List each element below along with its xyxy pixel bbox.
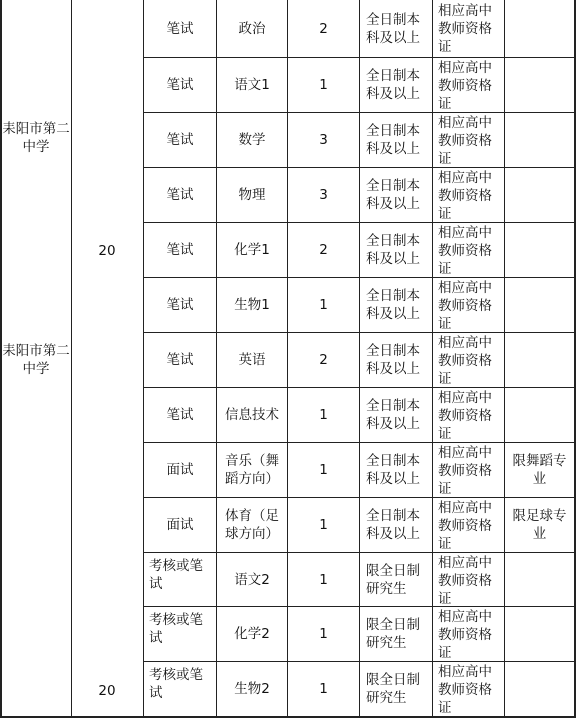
cell-method — [144, 443, 216, 497]
cell-subject-text: 化学1 — [234, 242, 270, 258]
cell-num-text: 1 — [319, 407, 328, 423]
cell-num — [288, 1, 359, 57]
cell-cert — [433, 278, 504, 332]
cell-subject — [217, 113, 287, 167]
cell-edu — [360, 168, 432, 222]
cell-num-text: 3 — [319, 187, 328, 203]
cell-note — [505, 607, 574, 661]
cell-num-text: 1 — [319, 77, 328, 93]
cell-method-text: 笔试 — [166, 297, 194, 313]
cell-cert-text: 相应高中教师资格证 — [438, 280, 492, 332]
cell-subject — [217, 443, 287, 497]
cell-cert-text: 相应高中教师资格证 — [438, 60, 492, 112]
cell-note — [505, 662, 574, 716]
cell-edu-text: 全日制本科及以上 — [366, 68, 420, 102]
cell-method-text: 考核或笔试 — [149, 558, 203, 592]
cell-method-text: 考核或笔试 — [149, 612, 203, 646]
cell-cert-text: 相应高中教师资格证 — [438, 445, 492, 497]
cell-method — [144, 498, 216, 552]
cell-method — [144, 58, 216, 112]
cell-subject-text: 语文1 — [234, 77, 270, 93]
cell-num — [288, 388, 359, 442]
cell-num-text: 1 — [319, 517, 328, 533]
cell-num-text: 2 — [319, 352, 328, 368]
cell-method-text: 笔试 — [166, 407, 194, 423]
cell-subject-text: 政治 — [238, 21, 266, 37]
cell-cert-text: 相应高中教师资格证 — [438, 3, 492, 55]
cell-cert-text: 相应高中教师资格证 — [438, 335, 492, 387]
cell-note-text: 限舞蹈专业 — [512, 453, 567, 487]
total-count-bottom-text: 20 — [98, 683, 116, 699]
cell-edu-text: 限全日制研究生 — [366, 562, 420, 597]
cell-note-text: 限足球专业 — [512, 508, 567, 542]
cell-note — [505, 553, 574, 606]
cell-method-text: 面试 — [166, 517, 194, 533]
cell-edu — [360, 607, 432, 661]
cell-edu-text: 全日制本科及以上 — [366, 508, 420, 542]
cell-subject — [217, 498, 287, 552]
cell-edu — [360, 58, 432, 112]
cell-note — [505, 333, 574, 387]
cell-num — [288, 333, 359, 387]
cell-num-text: 1 — [319, 626, 328, 642]
cell-method — [144, 553, 216, 606]
school-name-bottom-text: 耒阳市第二中学 — [2, 343, 70, 377]
cell-method-text: 笔试 — [166, 352, 194, 368]
cell-method — [144, 113, 216, 167]
cell-cert — [433, 1, 504, 57]
cell-subject-text: 生物2 — [234, 681, 270, 697]
cell-method — [144, 607, 216, 661]
cell-subject-text: 信息技术 — [225, 407, 279, 423]
cell-edu-text: 全日制本科及以上 — [366, 398, 420, 432]
cell-edu — [360, 1, 432, 57]
cell-subject — [217, 223, 287, 277]
cell-num — [288, 113, 359, 167]
cell-note — [505, 113, 574, 167]
cell-method-text: 笔试 — [166, 242, 194, 258]
cell-num-text: 2 — [319, 21, 328, 37]
cell-edu-text: 限全日制研究生 — [366, 617, 420, 651]
cell-num — [288, 58, 359, 112]
cell-subject — [217, 662, 287, 716]
total-count-bottom — [72, 680, 142, 702]
school-name-bottom — [2, 340, 70, 380]
cell-subject — [217, 388, 287, 442]
cell-method — [144, 388, 216, 442]
cell-num — [288, 168, 359, 222]
cell-subject-text: 生物1 — [234, 297, 270, 313]
cell-num — [288, 278, 359, 332]
cell-note — [505, 388, 574, 442]
cell-cert — [433, 168, 504, 222]
cell-edu-text: 全日制本科及以上 — [366, 12, 420, 46]
cell-method — [144, 168, 216, 222]
cell-num — [288, 443, 359, 497]
cell-subject-text: 体育（足球方向） — [225, 508, 279, 542]
cell-cert-text: 相应高中教师资格证 — [438, 225, 492, 277]
cell-subject-text: 物理 — [238, 187, 266, 203]
cell-edu — [360, 443, 432, 497]
cell-cert-text: 相应高中教师资格证 — [438, 609, 492, 661]
cell-note — [505, 443, 574, 497]
cell-note — [505, 278, 574, 332]
cell-method-text: 笔试 — [166, 21, 194, 37]
cell-num — [288, 607, 359, 661]
cell-subject — [217, 1, 287, 57]
cell-subject — [217, 168, 287, 222]
cell-subject — [217, 58, 287, 112]
cell-method-text: 笔试 — [166, 187, 194, 203]
cell-note — [505, 168, 574, 222]
cell-method — [144, 1, 216, 57]
cell-cert — [433, 58, 504, 112]
cell-num-text: 2 — [319, 242, 328, 258]
cell-subject-text: 英语 — [238, 352, 266, 368]
cell-cert-text: 相应高中教师资格证 — [438, 555, 492, 607]
cell-subject — [217, 278, 287, 332]
cell-cert — [433, 662, 504, 716]
cell-edu — [360, 278, 432, 332]
cell-cert — [433, 498, 504, 552]
cell-note — [505, 58, 574, 112]
cell-method — [144, 223, 216, 277]
cell-edu — [360, 113, 432, 167]
cell-note — [505, 223, 574, 277]
cell-num — [288, 553, 359, 606]
cell-method-text: 笔试 — [166, 132, 194, 148]
cell-cert-text: 相应高中教师资格证 — [438, 170, 492, 222]
cell-num-text: 1 — [319, 297, 328, 313]
cell-method-text: 考核或笔试 — [149, 667, 203, 701]
cell-cert-text: 相应高中教师资格证 — [438, 115, 492, 167]
cell-cert — [433, 388, 504, 442]
cell-cert — [433, 607, 504, 661]
cell-edu-text: 限全日制研究生 — [366, 672, 420, 706]
total-count-top-text: 20 — [98, 243, 116, 259]
cell-method — [144, 333, 216, 387]
cell-num — [288, 662, 359, 716]
cell-subject-text: 语文2 — [234, 571, 270, 588]
cell-cert — [433, 333, 504, 387]
cell-subject — [217, 607, 287, 661]
cell-note — [505, 498, 574, 552]
cell-method — [144, 278, 216, 332]
cell-cert-text: 相应高中教师资格证 — [438, 664, 492, 716]
cell-method-text: 笔试 — [166, 77, 194, 93]
cell-edu — [360, 223, 432, 277]
cell-edu-text: 全日制本科及以上 — [366, 178, 420, 212]
cell-edu — [360, 388, 432, 442]
cell-cert — [433, 113, 504, 167]
cell-num-text: 3 — [319, 132, 328, 148]
cell-subject — [217, 333, 287, 387]
cell-edu-text: 全日制本科及以上 — [366, 343, 420, 377]
cell-method — [144, 662, 216, 716]
cell-subject-text: 音乐（舞蹈方向） — [225, 453, 279, 487]
school-name-top — [2, 118, 70, 158]
total-count-top — [72, 240, 142, 262]
cell-note — [505, 1, 574, 57]
cell-num-text: 1 — [319, 571, 328, 588]
cell-edu — [360, 333, 432, 387]
cell-num-text: 1 — [319, 681, 328, 697]
cell-cert — [433, 443, 504, 497]
school-name-top-text: 耒阳市第二中学 — [2, 121, 70, 155]
cell-method-text: 面试 — [166, 462, 194, 478]
cell-edu-text: 全日制本科及以上 — [366, 123, 420, 157]
cell-cert-text: 相应高中教师资格证 — [438, 500, 492, 552]
cell-edu-text: 全日制本科及以上 — [366, 288, 420, 322]
cell-edu — [360, 662, 432, 716]
cell-num — [288, 223, 359, 277]
cell-cert — [433, 553, 504, 606]
cell-num-text: 1 — [319, 462, 328, 478]
cell-subject — [217, 553, 287, 606]
grid-vline — [71, 0, 72, 718]
cell-edu — [360, 553, 432, 606]
cell-edu-text: 全日制本科及以上 — [366, 233, 420, 267]
cell-subject-text: 数学 — [238, 132, 266, 148]
cell-cert — [433, 223, 504, 277]
cell-cert-text: 相应高中教师资格证 — [438, 390, 492, 442]
cell-num — [288, 498, 359, 552]
cell-subject-text: 化学2 — [234, 626, 270, 642]
cell-edu — [360, 498, 432, 552]
cell-edu-text: 全日制本科及以上 — [366, 453, 420, 487]
